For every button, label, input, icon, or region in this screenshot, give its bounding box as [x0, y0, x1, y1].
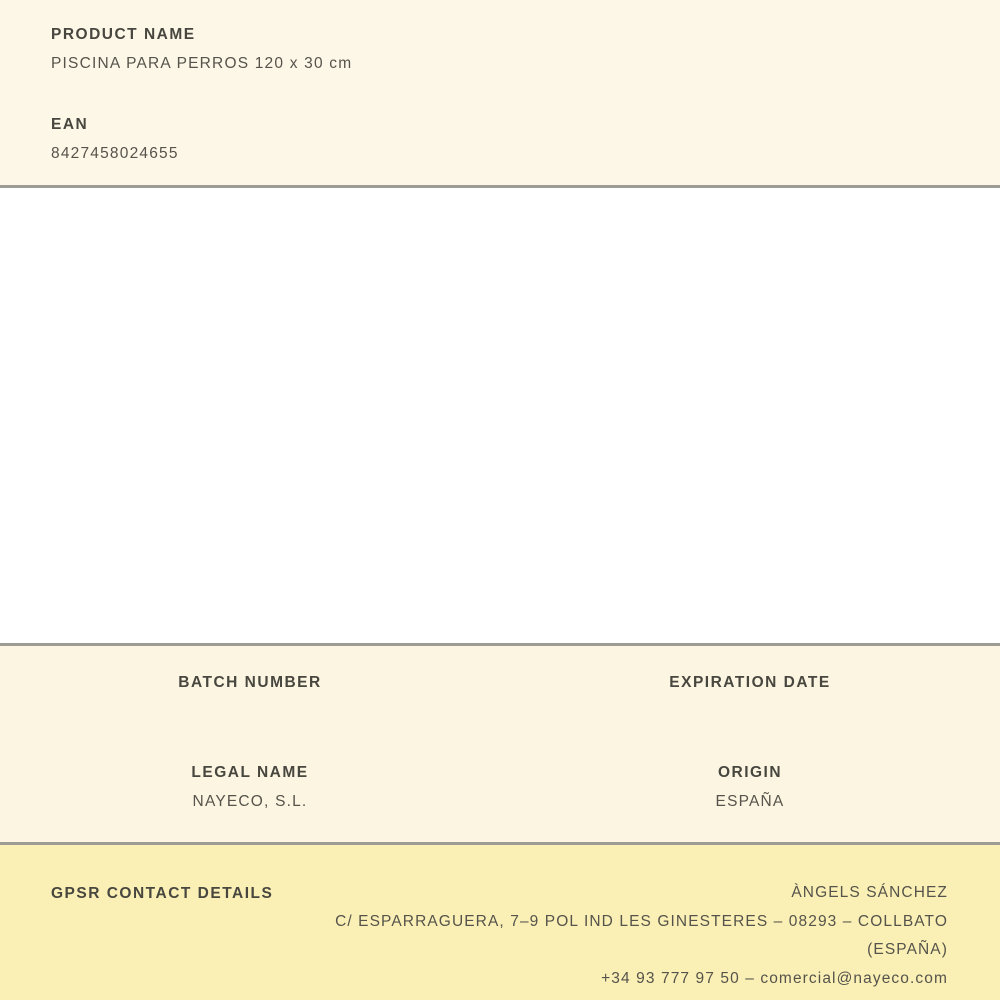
gpsr-title: GPSR CONTACT DETAILS: [51, 885, 274, 902]
empty-content-area: [0, 188, 1000, 643]
details-column-right: [500, 674, 1000, 842]
gpsr-contact-phone-email: +34 93 777 97 50 – comercial@nayeco.com: [601, 969, 948, 987]
details-section: [0, 646, 1000, 842]
legal-name-value: NAYECO, S.L.: [192, 793, 308, 810]
origin-label: ORIGIN: [717, 764, 783, 781]
expiration-date-label: EXPIRATION DATE: [669, 674, 831, 691]
details-column-left: [0, 674, 500, 842]
product-section: [0, 0, 1000, 185]
gpsr-section: [0, 845, 1000, 1000]
origin-value: ESPAÑA: [715, 793, 785, 810]
batch-number-label: BATCH NUMBER: [178, 674, 322, 691]
product-name-label: PRODUCT NAME: [51, 26, 196, 43]
legal-name-label: LEGAL NAME: [191, 764, 309, 781]
gpsr-contact-block: [273, 879, 948, 993]
gpsr-contact-address: C/ ESPARRAGUERA, 7–9 POL IND LES GINESTERES – 08293 – COLLBATO (ESPAÑA): [335, 912, 948, 958]
gpsr-contact-name: ÀNGELS SÁNCHEZ: [791, 884, 948, 901]
product-name-value: PISCINA PARA PERROS 120 x 30 cm: [51, 55, 353, 72]
ean-label: EAN: [51, 116, 89, 133]
ean-value: 8427458024655: [51, 145, 179, 162]
